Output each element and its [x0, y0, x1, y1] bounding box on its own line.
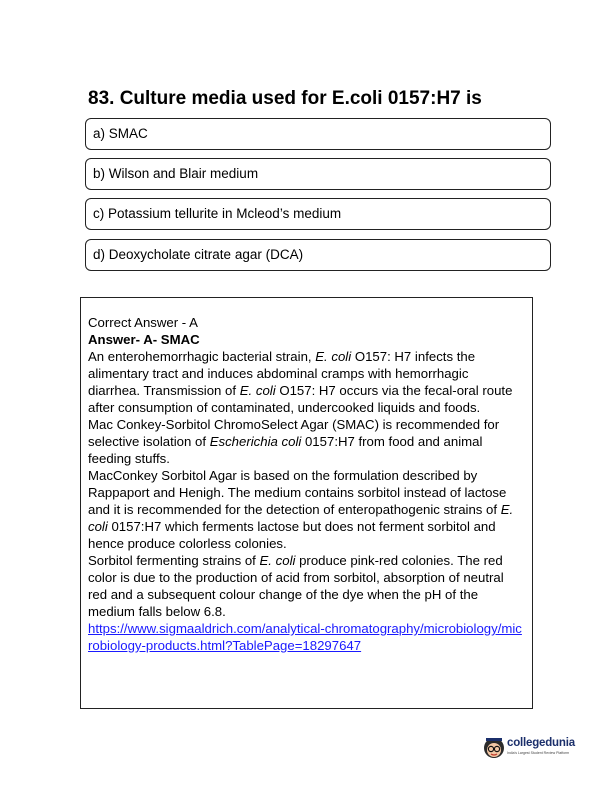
correct-answer-line: Correct Answer - A [88, 315, 198, 330]
logo-tagline: India's Largest Student Review Platform [507, 751, 570, 755]
answer-explanation-box [80, 297, 533, 709]
explanation-paragraph-1: An enterohemorrhagic bacterial strain, E. coli O157: H7 infects the alimentary tract and induces abdominal cramps with hemorrhagic diarrhea. Transmission of E. coli O157: H7 occurs via the fecal-oral route after consumption of contaminated, undercooked liquids and foods. [88, 349, 513, 415]
logo-name: collegedunia [507, 737, 575, 749]
option-c[interactable]: c) Potassium tellurite in Mcleod’s medium [85, 198, 551, 230]
reference-link[interactable]: https://www.sigmaaldrich.com/analytical-chromatography/microbiology/microbiology-products.html?TablePage=18297647 [88, 621, 522, 653]
explanation-paragraph-3: MacConkey Sorbitol Agar is based on the formulation described by Rappaport and Henigh. The medium contains sorbitol instead of lactose and it is recommended for the detection of enteropathogenic strains of E. coli 0157:H7 which ferments lactose but does not ferment sorbitol and hence produce colorless colonies. [88, 468, 514, 551]
option-d[interactable]: d) Deoxycholate citrate agar (DCA) [85, 239, 551, 271]
explanation-paragraph-4: Sorbitol fermenting strains of E. coli produce pink-red colonies. The red color is due to the production of acid from sorbitol, absorption of neutral red and a subsequent colour change of the dye when the pH of the medium falls below 6.8. [88, 553, 504, 619]
explanation-paragraph-2: Mac Conkey-Sorbitol ChromoSelect Agar (SMAC) is recommended for selective isolation of Escherichia coli 0157:H7 from food and animal feeding stuffs. [88, 417, 500, 466]
collegedunia-logo [482, 734, 586, 764]
answer-title: Answer- A- SMAC [88, 332, 200, 347]
option-b[interactable]: b) Wilson and Blair medium [85, 158, 551, 190]
mascot-icon [482, 734, 506, 762]
option-a[interactable]: a) SMAC [85, 118, 551, 150]
answer-content [88, 314, 524, 654]
question-title: 83. Culture media used for E.coli 0157:H7 is [88, 88, 482, 109]
